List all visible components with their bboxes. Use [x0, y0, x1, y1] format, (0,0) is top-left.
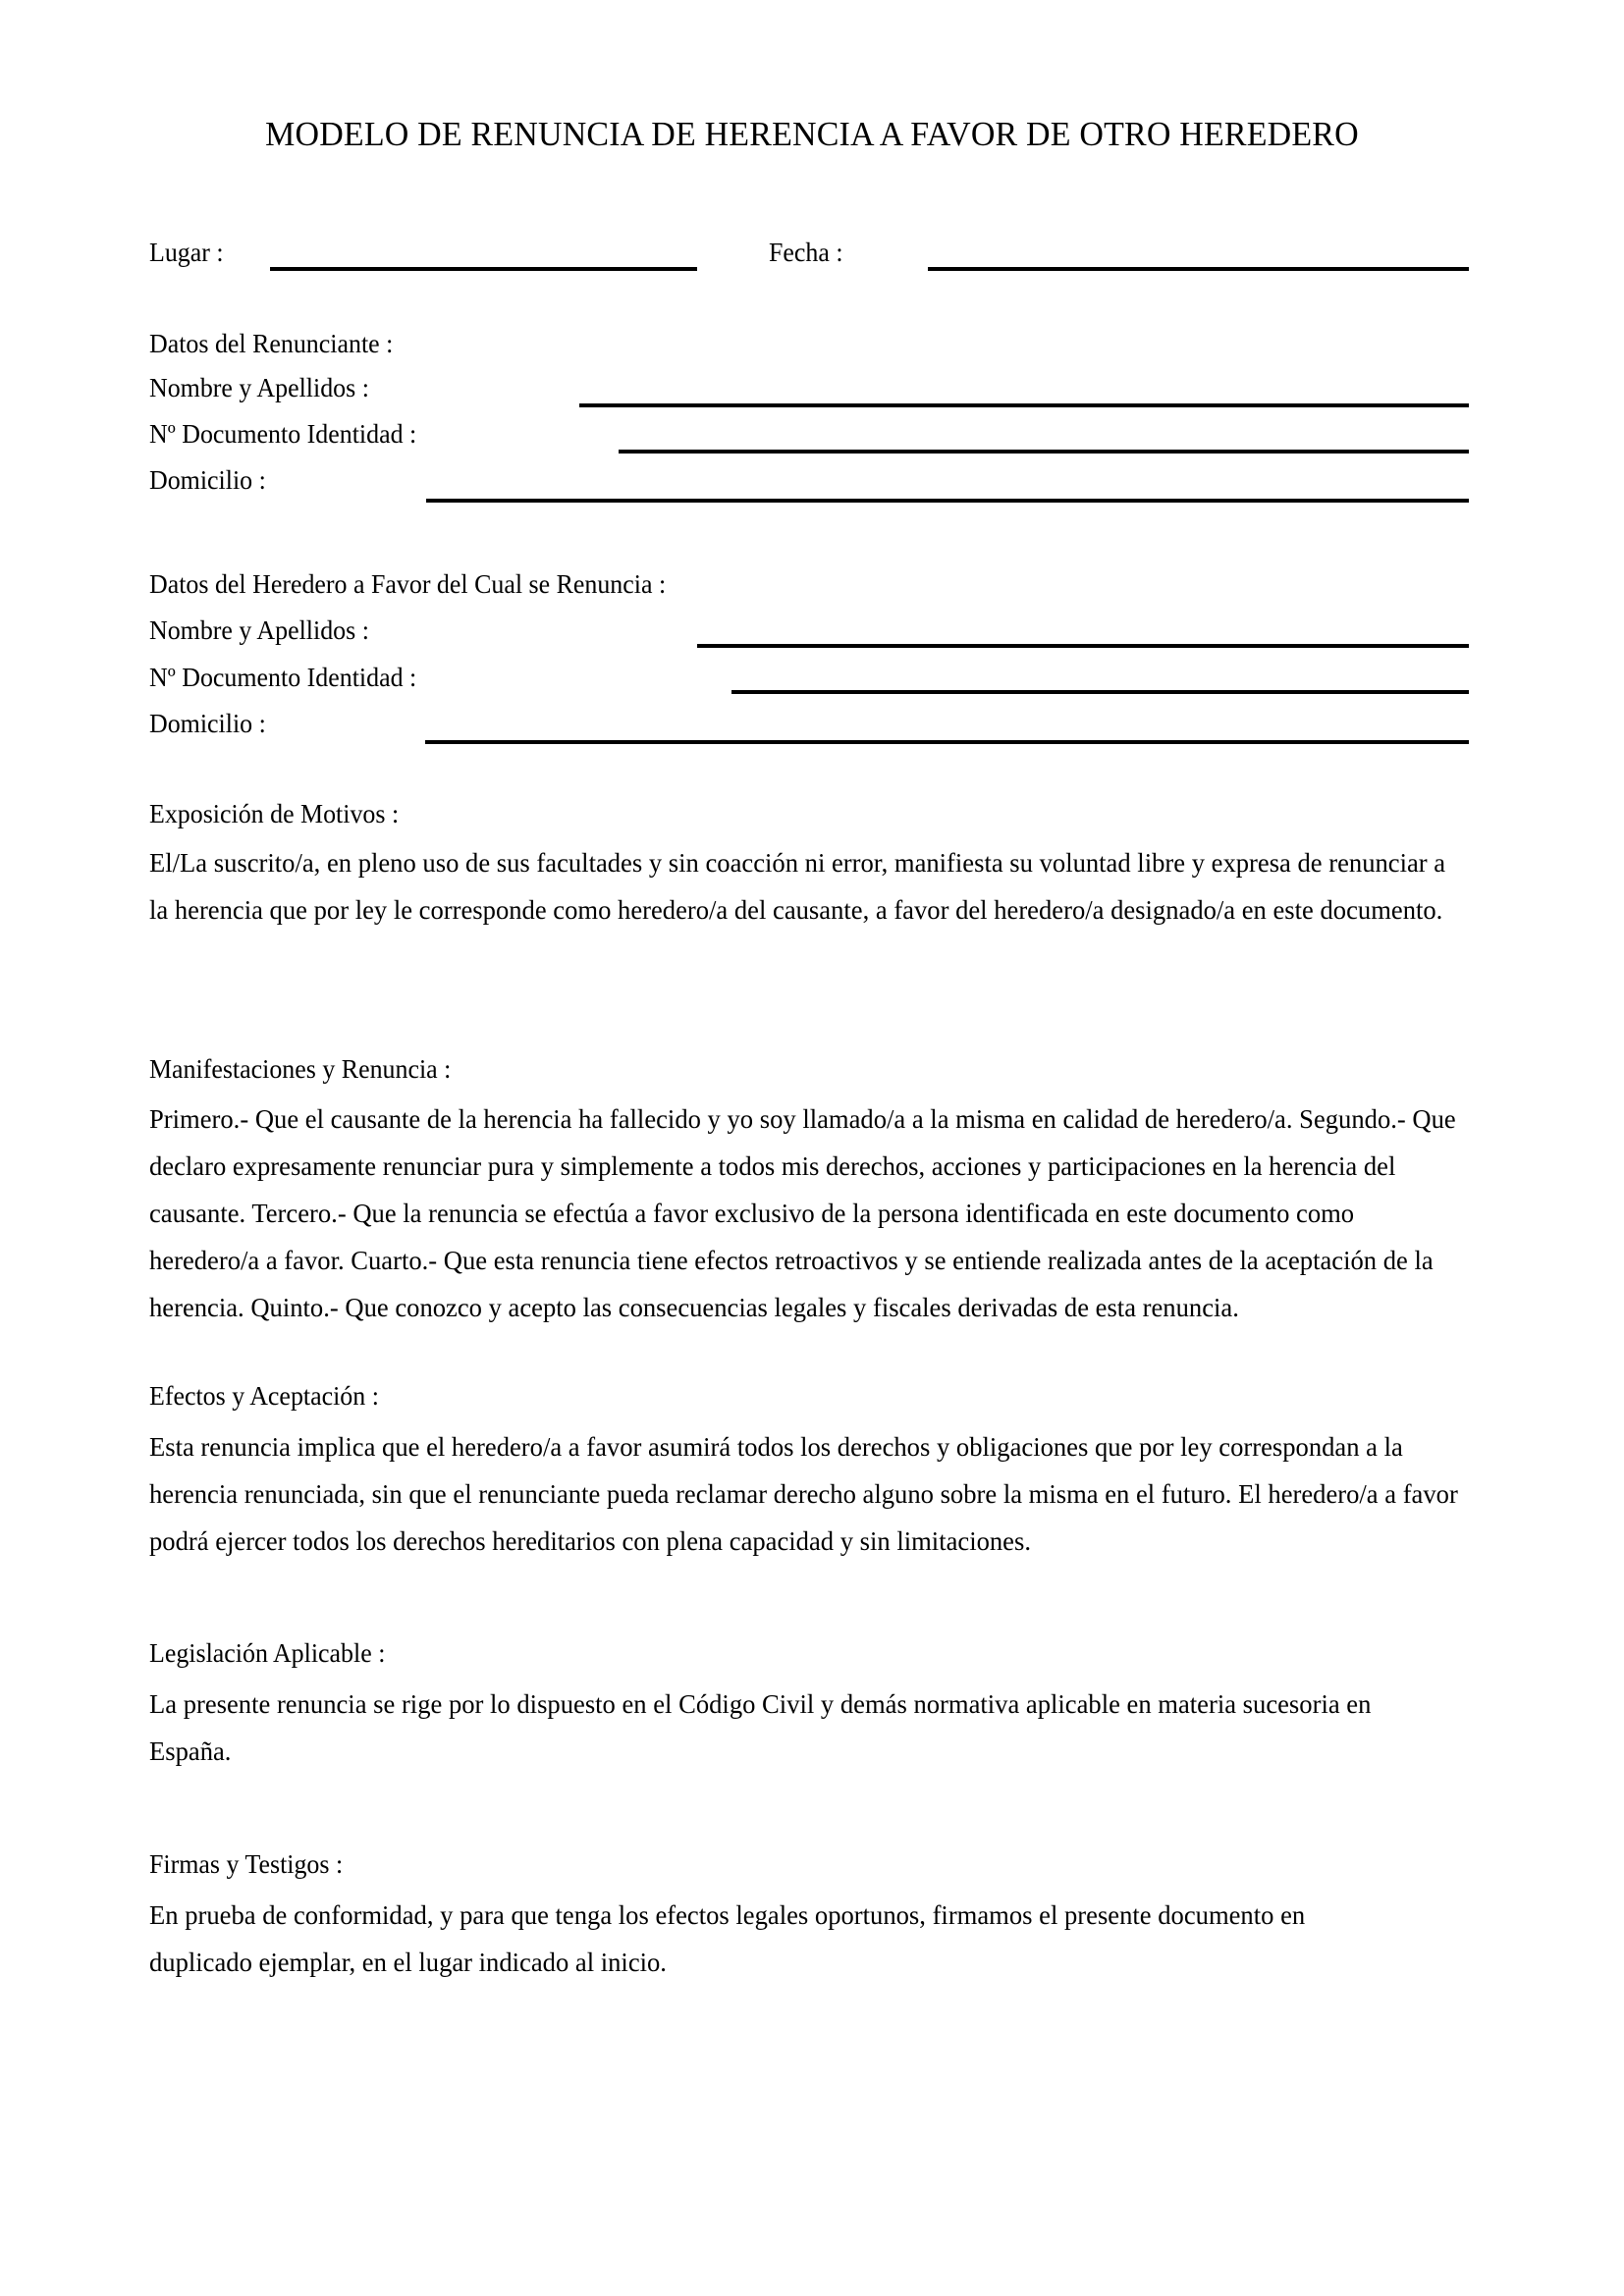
- renunciante-name-input-rule[interactable]: [579, 403, 1469, 407]
- manifestaciones-heading: Manifestaciones y Renuncia :: [149, 1054, 452, 1084]
- heredero-address-label: Domicilio :: [149, 709, 266, 738]
- renunciante-address-input-rule[interactable]: [426, 499, 1469, 503]
- place-input-rule[interactable]: [270, 267, 697, 271]
- heredero-heading: Datos del Heredero a Favor del Cual se Renuncia :: [149, 569, 667, 599]
- heredero-address-input-rule[interactable]: [425, 740, 1469, 744]
- renunciante-id-input-rule[interactable]: [619, 450, 1469, 454]
- heredero-id-label: Nº Documento Identidad :: [149, 663, 417, 692]
- renunciante-heading: Datos del Renunciante :: [149, 329, 394, 358]
- heredero-id-input-rule[interactable]: [731, 690, 1469, 694]
- manifestaciones-body: Primero.- Que el causante de la herencia ha fallecido y yo soy llamado/a a la misma en calidad de heredero/a. Segundo.- Que declaro expresamente renunciar pura y simplemente a todos mis derechos, acciones y participaciones en la herencia del causante. Tercero.- Que la renuncia se efectúa a favor exclusivo de la persona identificada en este documento como heredero/a a favor. Cuarto.- Que esta renuncia tiene efectos retroactivos y se entiende realizada antes de la aceptación de la herencia. Quinto.- Que conozco y acepto las consecuencias legales y fiscales derivadas de esta renuncia.: [149, 1104, 1456, 1322]
- page-title: MODELO DE RENUNCIA DE HERENCIA A FAVOR DE OTRO HEREDERO: [265, 115, 1359, 153]
- date-label: Fecha :: [769, 238, 843, 267]
- place-label: Lugar :: [149, 238, 224, 267]
- legislacion-heading: Legislación Aplicable :: [149, 1638, 386, 1668]
- efectos-heading: Efectos y Aceptación :: [149, 1381, 379, 1411]
- heredero-name-input-rule[interactable]: [697, 644, 1469, 648]
- legislacion-body: La presente renuncia se rige por lo dispuesto en el Código Civil y demás normativa aplicable en materia sucesoria en España.: [149, 1689, 1372, 1766]
- firmas-body: En prueba de conformidad, y para que tenga los efectos legales oportunos, firmamos el presente documento en duplicado ejemplar, en el lugar indicado al inicio.: [149, 1900, 1306, 1977]
- date-input-rule[interactable]: [928, 267, 1469, 271]
- exposicion-heading: Exposición de Motivos :: [149, 799, 400, 828]
- renunciante-name-label: Nombre y Apellidos :: [149, 373, 369, 402]
- heredero-name-label: Nombre y Apellidos :: [149, 615, 369, 645]
- firmas-heading: Firmas y Testigos :: [149, 1849, 344, 1879]
- renunciante-id-label: Nº Documento Identidad :: [149, 419, 417, 449]
- efectos-body: Esta renuncia implica que el heredero/a a favor asumirá todos los derechos y obligaciones que por ley correspondan a la herencia renunciada, sin que el renunciante pueda reclamar derecho alguno sobre la misma en el futuro. El heredero/a a favor podrá ejercer todos los derechos hereditarios con plena capacidad y sin limitaciones.: [149, 1432, 1458, 1556]
- exposicion-body: El/La suscrito/a, en pleno uso de sus facultades y sin coacción ni error, manifiesta su voluntad libre y expresa de renunciar a la herencia que por ley le corresponde como heredero/a del causante, a favor del heredero/a designado/a en este documento.: [149, 848, 1446, 925]
- renunciante-address-label: Domicilio :: [149, 465, 266, 495]
